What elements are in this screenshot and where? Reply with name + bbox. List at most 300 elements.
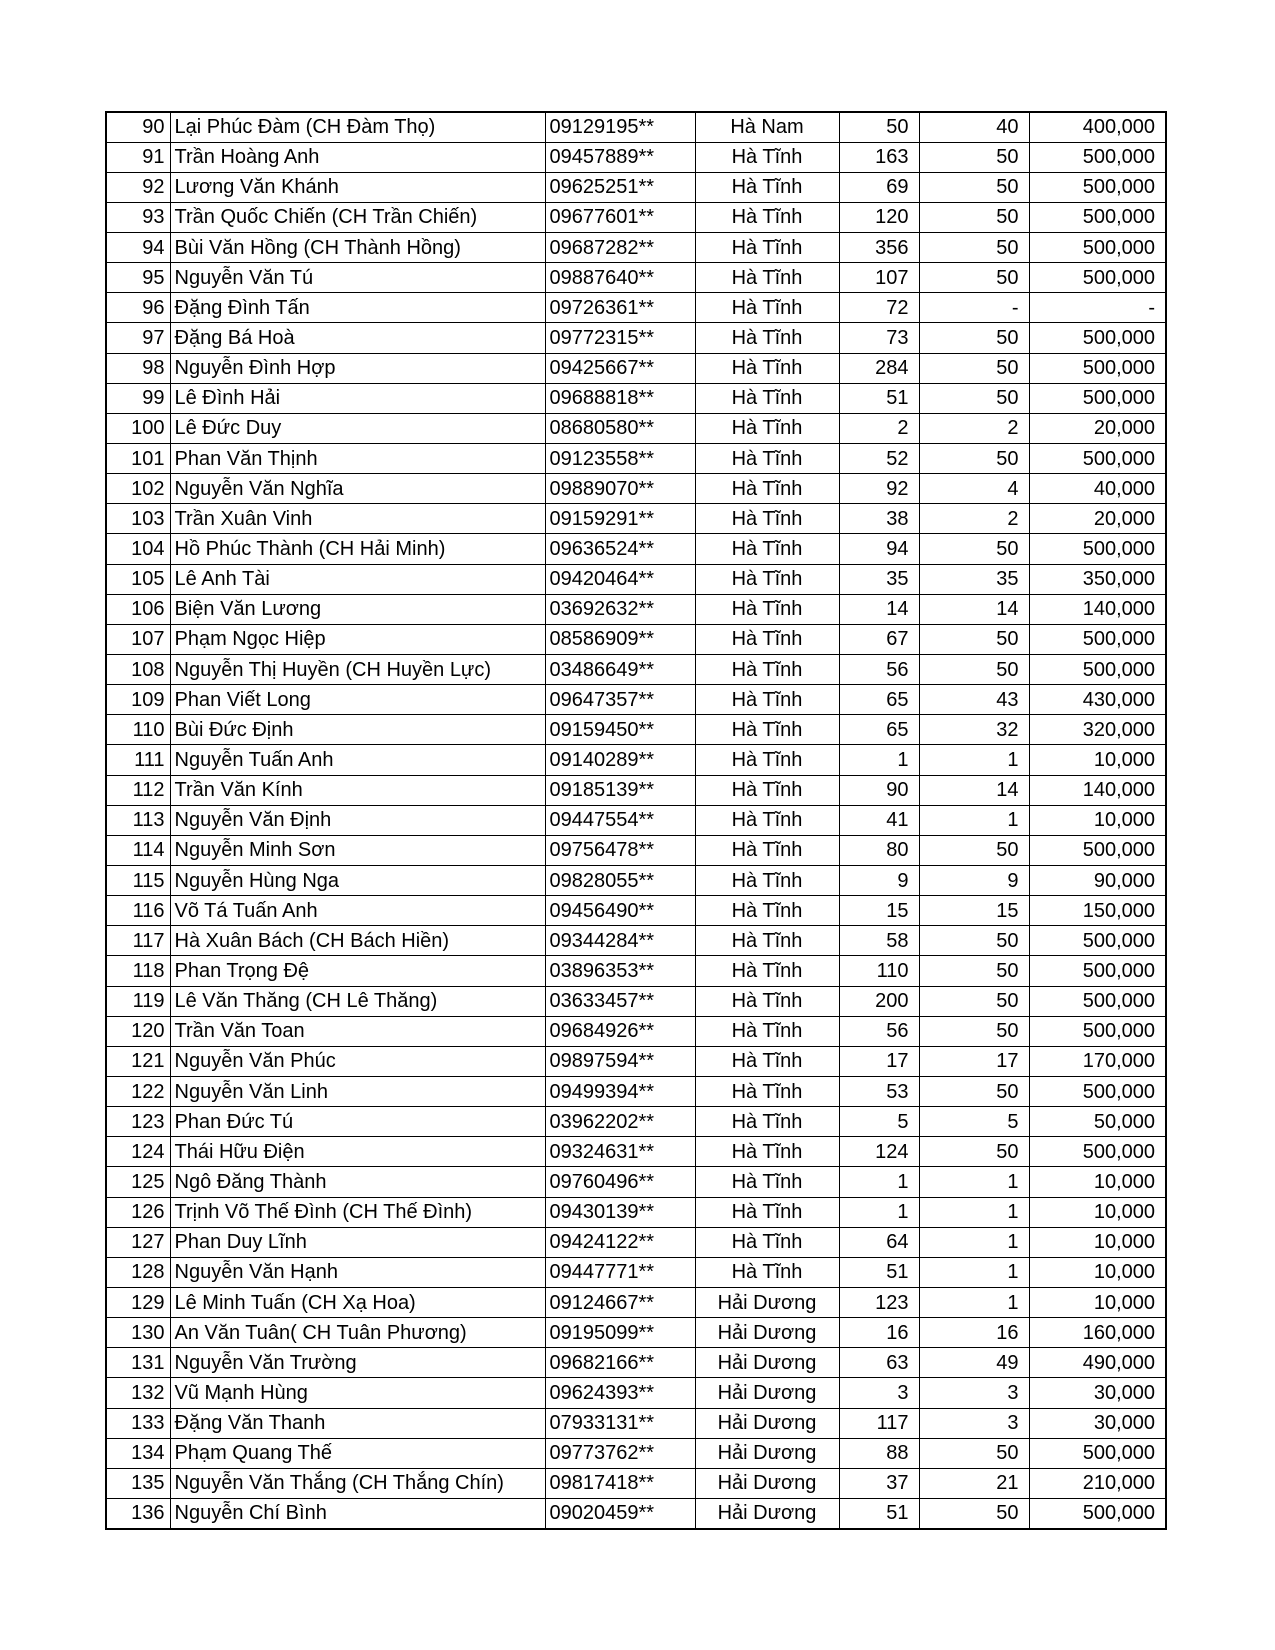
quantity-cell: 1 xyxy=(839,1167,919,1197)
quantity-cell: 200 xyxy=(839,986,919,1016)
province-cell: Hà Tĩnh xyxy=(695,1137,839,1167)
bonus-cell: 3 xyxy=(919,1408,1029,1438)
name-cell: Trần Văn Kính xyxy=(170,775,545,805)
province-cell: Hà Tĩnh xyxy=(695,655,839,685)
amount-cell: 20,000 xyxy=(1029,504,1166,534)
bonus-cell: 17 xyxy=(919,1046,1029,1076)
amount-cell: 500,000 xyxy=(1029,172,1166,202)
bonus-cell: 16 xyxy=(919,1318,1029,1348)
name-cell: Nguyễn Văn Phúc xyxy=(170,1046,545,1076)
province-cell: Hà Tĩnh xyxy=(695,835,839,865)
table-row xyxy=(106,444,1166,474)
table-row xyxy=(106,715,1166,745)
phone-cell: 07933131** xyxy=(545,1408,695,1438)
quantity-cell: 163 xyxy=(839,142,919,172)
province-cell: Hà Tĩnh xyxy=(695,564,839,594)
row-number-cell: 94 xyxy=(106,233,170,263)
name-cell: Phan Đức Tú xyxy=(170,1107,545,1137)
name-cell: Phan Viết Long xyxy=(170,685,545,715)
table-row xyxy=(106,263,1166,293)
province-cell: Hà Tĩnh xyxy=(695,1077,839,1107)
province-cell: Hà Tĩnh xyxy=(695,956,839,986)
phone-cell: 08680580** xyxy=(545,413,695,443)
amount-cell: 500,000 xyxy=(1029,986,1166,1016)
amount-cell: 10,000 xyxy=(1029,1197,1166,1227)
amount-cell: 500,000 xyxy=(1029,353,1166,383)
bonus-cell: 1 xyxy=(919,1257,1029,1287)
phone-cell: 09688818** xyxy=(545,383,695,413)
phone-cell: 09456490** xyxy=(545,896,695,926)
amount-cell: 500,000 xyxy=(1029,956,1166,986)
phone-cell: 03896353** xyxy=(545,956,695,986)
quantity-cell: 50 xyxy=(839,112,919,142)
table-row xyxy=(106,1137,1166,1167)
bonus-cell: 1 xyxy=(919,1287,1029,1317)
phone-cell: 09420464** xyxy=(545,564,695,594)
phone-cell: 09324631** xyxy=(545,1137,695,1167)
amount-cell: 500,000 xyxy=(1029,202,1166,232)
phone-cell: 09677601** xyxy=(545,202,695,232)
table-row xyxy=(106,1227,1166,1257)
row-number-cell: 92 xyxy=(106,172,170,202)
quantity-cell: 38 xyxy=(839,504,919,534)
phone-cell: 09887640** xyxy=(545,263,695,293)
bonus-cell: 50 xyxy=(919,1077,1029,1107)
bonus-cell: 32 xyxy=(919,715,1029,745)
quantity-cell: 88 xyxy=(839,1438,919,1468)
province-cell: Hà Tĩnh xyxy=(695,624,839,654)
province-cell: Hải Dương xyxy=(695,1408,839,1438)
quantity-cell: 16 xyxy=(839,1318,919,1348)
name-cell: Đặng Đình Tấn xyxy=(170,293,545,323)
province-cell: Hà Tĩnh xyxy=(695,986,839,1016)
table-row xyxy=(106,1016,1166,1046)
table-row xyxy=(106,534,1166,564)
row-number-cell: 122 xyxy=(106,1077,170,1107)
province-cell: Hà Tĩnh xyxy=(695,323,839,353)
quantity-cell: 14 xyxy=(839,594,919,624)
province-cell: Hải Dương xyxy=(695,1468,839,1498)
name-cell: Hà Xuân Bách (CH Bách Hiền) xyxy=(170,926,545,956)
bonus-cell: 50 xyxy=(919,986,1029,1016)
table-row xyxy=(106,564,1166,594)
name-cell: Nguyễn Văn Linh xyxy=(170,1077,545,1107)
row-number-cell: 124 xyxy=(106,1137,170,1167)
table-row xyxy=(106,293,1166,323)
row-number-cell: 118 xyxy=(106,956,170,986)
province-cell: Hà Tĩnh xyxy=(695,685,839,715)
amount-cell: 10,000 xyxy=(1029,1257,1166,1287)
phone-cell: 09447554** xyxy=(545,805,695,835)
quantity-cell: 58 xyxy=(839,926,919,956)
amount-cell: 500,000 xyxy=(1029,233,1166,263)
province-cell: Hà Tĩnh xyxy=(695,474,839,504)
quantity-cell: 356 xyxy=(839,233,919,263)
bonus-cell: 15 xyxy=(919,896,1029,926)
table-row xyxy=(106,1498,1166,1528)
table-row xyxy=(106,1107,1166,1137)
bonus-cell: 50 xyxy=(919,1016,1029,1046)
phone-cell: 09756478** xyxy=(545,835,695,865)
name-cell: Lê Văn Thăng (CH Lê Thăng) xyxy=(170,986,545,1016)
amount-cell: 500,000 xyxy=(1029,835,1166,865)
amount-cell: - xyxy=(1029,293,1166,323)
row-number-cell: 103 xyxy=(106,504,170,534)
quantity-cell: 65 xyxy=(839,715,919,745)
province-cell: Hà Tĩnh xyxy=(695,805,839,835)
row-number-cell: 96 xyxy=(106,293,170,323)
table-row xyxy=(106,655,1166,685)
phone-cell: 09687282** xyxy=(545,233,695,263)
row-number-cell: 128 xyxy=(106,1257,170,1287)
row-number-cell: 104 xyxy=(106,534,170,564)
table-row xyxy=(106,1438,1166,1468)
bonus-cell: 35 xyxy=(919,564,1029,594)
table-row xyxy=(106,1468,1166,1498)
table-row xyxy=(106,112,1166,142)
quantity-cell: 63 xyxy=(839,1348,919,1378)
phone-cell: 09726361** xyxy=(545,293,695,323)
amount-cell: 160,000 xyxy=(1029,1318,1166,1348)
row-number-cell: 126 xyxy=(106,1197,170,1227)
province-cell: Hà Tĩnh xyxy=(695,504,839,534)
bonus-cell: 21 xyxy=(919,1468,1029,1498)
table-row xyxy=(106,383,1166,413)
phone-cell: 09647357** xyxy=(545,685,695,715)
amount-cell: 500,000 xyxy=(1029,1016,1166,1046)
phone-cell: 09817418** xyxy=(545,1468,695,1498)
quantity-cell: 1 xyxy=(839,1197,919,1227)
name-cell: Nguyễn Văn Tú xyxy=(170,263,545,293)
name-cell: Nguyễn Văn Trường xyxy=(170,1348,545,1378)
table-row xyxy=(106,986,1166,1016)
province-cell: Hà Tĩnh xyxy=(695,1016,839,1046)
amount-cell: 140,000 xyxy=(1029,594,1166,624)
quantity-cell: 120 xyxy=(839,202,919,232)
name-cell: Ngô Đăng Thành xyxy=(170,1167,545,1197)
table-row xyxy=(106,835,1166,865)
phone-cell: 09499394** xyxy=(545,1077,695,1107)
phone-cell: 09828055** xyxy=(545,866,695,896)
bonus-cell: 49 xyxy=(919,1348,1029,1378)
province-cell: Hà Tĩnh xyxy=(695,233,839,263)
table-row xyxy=(106,323,1166,353)
bonus-cell: - xyxy=(919,293,1029,323)
row-number-cell: 100 xyxy=(106,413,170,443)
name-cell: Nguyễn Đình Hợp xyxy=(170,353,545,383)
table-row xyxy=(106,775,1166,805)
bonus-cell: 1 xyxy=(919,1197,1029,1227)
table-row xyxy=(106,474,1166,504)
name-cell: Võ Tá Tuấn Anh xyxy=(170,896,545,926)
phone-cell: 09185139** xyxy=(545,775,695,805)
table-row xyxy=(106,1348,1166,1378)
bonus-cell: 14 xyxy=(919,775,1029,805)
quantity-cell: 92 xyxy=(839,474,919,504)
province-cell: Hà Tĩnh xyxy=(695,1227,839,1257)
quantity-cell: 35 xyxy=(839,564,919,594)
row-number-cell: 133 xyxy=(106,1408,170,1438)
amount-cell: 400,000 xyxy=(1029,112,1166,142)
row-number-cell: 129 xyxy=(106,1287,170,1317)
quantity-cell: 1 xyxy=(839,745,919,775)
phone-cell: 03692632** xyxy=(545,594,695,624)
bonus-cell: 2 xyxy=(919,413,1029,443)
amount-cell: 500,000 xyxy=(1029,444,1166,474)
amount-cell: 50,000 xyxy=(1029,1107,1166,1137)
bonus-cell: 50 xyxy=(919,624,1029,654)
phone-cell: 09447771** xyxy=(545,1257,695,1287)
row-number-cell: 97 xyxy=(106,323,170,353)
quantity-cell: 80 xyxy=(839,835,919,865)
amount-cell: 170,000 xyxy=(1029,1046,1166,1076)
name-cell: Vũ Mạnh Hùng xyxy=(170,1378,545,1408)
province-cell: Hà Tĩnh xyxy=(695,353,839,383)
name-cell: Trịnh Võ Thế Đình (CH Thế Đình) xyxy=(170,1197,545,1227)
phone-cell: 09140289** xyxy=(545,745,695,775)
name-cell: Trần Quốc Chiến (CH Trần Chiến) xyxy=(170,202,545,232)
amount-cell: 350,000 xyxy=(1029,564,1166,594)
quantity-cell: 65 xyxy=(839,685,919,715)
bonus-cell: 50 xyxy=(919,655,1029,685)
amount-cell: 500,000 xyxy=(1029,142,1166,172)
phone-cell: 09159291** xyxy=(545,504,695,534)
amount-cell: 500,000 xyxy=(1029,926,1166,956)
amount-cell: 30,000 xyxy=(1029,1408,1166,1438)
row-number-cell: 106 xyxy=(106,594,170,624)
name-cell: Nguyễn Văn Hạnh xyxy=(170,1257,545,1287)
name-cell: Lê Anh Tài xyxy=(170,564,545,594)
phone-cell: 09344284** xyxy=(545,926,695,956)
name-cell: An Văn Tuân( CH Tuân Phương) xyxy=(170,1318,545,1348)
phone-cell: 03486649** xyxy=(545,655,695,685)
bonus-cell: 50 xyxy=(919,835,1029,865)
name-cell: Nguyễn Văn Định xyxy=(170,805,545,835)
table-row xyxy=(106,1197,1166,1227)
row-number-cell: 101 xyxy=(106,444,170,474)
amount-cell: 500,000 xyxy=(1029,1498,1166,1528)
quantity-cell: 51 xyxy=(839,1257,919,1287)
row-number-cell: 113 xyxy=(106,805,170,835)
quantity-cell: 110 xyxy=(839,956,919,986)
row-number-cell: 95 xyxy=(106,263,170,293)
province-cell: Hà Nam xyxy=(695,112,839,142)
row-number-cell: 136 xyxy=(106,1498,170,1528)
province-cell: Hải Dương xyxy=(695,1498,839,1528)
province-cell: Hà Tĩnh xyxy=(695,1257,839,1287)
amount-cell: 40,000 xyxy=(1029,474,1166,504)
quantity-cell: 51 xyxy=(839,1498,919,1528)
phone-cell: 09430139** xyxy=(545,1197,695,1227)
phone-cell: 09129195** xyxy=(545,112,695,142)
name-cell: Đặng Văn Thanh xyxy=(170,1408,545,1438)
amount-cell: 30,000 xyxy=(1029,1378,1166,1408)
table-row xyxy=(106,805,1166,835)
amount-cell: 500,000 xyxy=(1029,655,1166,685)
row-number-cell: 135 xyxy=(106,1468,170,1498)
phone-cell: 09159450** xyxy=(545,715,695,745)
province-cell: Hà Tĩnh xyxy=(695,1197,839,1227)
name-cell: Bùi Đức Định xyxy=(170,715,545,745)
province-cell: Hà Tĩnh xyxy=(695,775,839,805)
name-cell: Nguyễn Minh Sơn xyxy=(170,835,545,865)
quantity-cell: 117 xyxy=(839,1408,919,1438)
bonus-cell: 1 xyxy=(919,745,1029,775)
phone-cell: 09684926** xyxy=(545,1016,695,1046)
amount-cell: 500,000 xyxy=(1029,624,1166,654)
phone-cell: 09889070** xyxy=(545,474,695,504)
quantity-cell: 3 xyxy=(839,1378,919,1408)
province-cell: Hà Tĩnh xyxy=(695,172,839,202)
quantity-cell: 56 xyxy=(839,1016,919,1046)
quantity-cell: 2 xyxy=(839,413,919,443)
row-number-cell: 127 xyxy=(106,1227,170,1257)
bonus-cell: 50 xyxy=(919,202,1029,232)
bonus-cell: 50 xyxy=(919,534,1029,564)
table-row xyxy=(106,745,1166,775)
amount-cell: 320,000 xyxy=(1029,715,1166,745)
quantity-cell: 124 xyxy=(839,1137,919,1167)
province-cell: Hà Tĩnh xyxy=(695,142,839,172)
province-cell: Hà Tĩnh xyxy=(695,896,839,926)
row-number-cell: 123 xyxy=(106,1107,170,1137)
table-row xyxy=(106,1378,1166,1408)
row-number-cell: 110 xyxy=(106,715,170,745)
bonus-cell: 50 xyxy=(919,263,1029,293)
amount-cell: 500,000 xyxy=(1029,263,1166,293)
name-cell: Nguyễn Văn Nghĩa xyxy=(170,474,545,504)
name-cell: Nguyễn Hùng Nga xyxy=(170,866,545,896)
table-row xyxy=(106,1257,1166,1287)
province-cell: Hà Tĩnh xyxy=(695,534,839,564)
amount-cell: 10,000 xyxy=(1029,1287,1166,1317)
row-number-cell: 93 xyxy=(106,202,170,232)
bonus-cell: 50 xyxy=(919,383,1029,413)
table-row xyxy=(106,142,1166,172)
row-number-cell: 105 xyxy=(106,564,170,594)
row-number-cell: 112 xyxy=(106,775,170,805)
quantity-cell: 9 xyxy=(839,866,919,896)
name-cell: Lại Phúc Đàm (CH Đàm Thọ) xyxy=(170,112,545,142)
row-number-cell: 115 xyxy=(106,866,170,896)
quantity-cell: 37 xyxy=(839,1468,919,1498)
name-cell: Thái Hữu Điện xyxy=(170,1137,545,1167)
row-number-cell: 114 xyxy=(106,835,170,865)
name-cell: Trần Xuân Vinh xyxy=(170,504,545,534)
row-number-cell: 125 xyxy=(106,1167,170,1197)
province-cell: Hà Tĩnh xyxy=(695,263,839,293)
table-row xyxy=(106,1287,1166,1317)
name-cell: Lê Đình Hải xyxy=(170,383,545,413)
name-cell: Hồ Phúc Thành (CH Hải Minh) xyxy=(170,534,545,564)
amount-cell: 140,000 xyxy=(1029,775,1166,805)
bonus-cell: 14 xyxy=(919,594,1029,624)
phone-cell: 09760496** xyxy=(545,1167,695,1197)
bonus-cell: 2 xyxy=(919,504,1029,534)
phone-cell: 09624393** xyxy=(545,1378,695,1408)
province-cell: Hà Tĩnh xyxy=(695,1107,839,1137)
name-cell: Lê Minh Tuấn (CH Xạ Hoa) xyxy=(170,1287,545,1317)
name-cell: Đặng Bá Hoà xyxy=(170,323,545,353)
row-number-cell: 132 xyxy=(106,1378,170,1408)
bonus-cell: 43 xyxy=(919,685,1029,715)
table-row xyxy=(106,1167,1166,1197)
phone-cell: 09773762** xyxy=(545,1438,695,1468)
phone-cell: 09425667** xyxy=(545,353,695,383)
quantity-cell: 41 xyxy=(839,805,919,835)
table-row xyxy=(106,413,1166,443)
bonus-cell: 50 xyxy=(919,323,1029,353)
name-cell: Phan Trọng Đệ xyxy=(170,956,545,986)
name-cell: Nguyễn Chí Bình xyxy=(170,1498,545,1528)
phone-cell: 09457889** xyxy=(545,142,695,172)
quantity-cell: 52 xyxy=(839,444,919,474)
name-cell: Lương Văn Khánh xyxy=(170,172,545,202)
name-cell: Phan Văn Thịnh xyxy=(170,444,545,474)
phone-cell: 09123558** xyxy=(545,444,695,474)
province-cell: Hà Tĩnh xyxy=(695,594,839,624)
province-cell: Hà Tĩnh xyxy=(695,293,839,323)
row-number-cell: 108 xyxy=(106,655,170,685)
phone-cell: 08586909** xyxy=(545,624,695,654)
amount-cell: 500,000 xyxy=(1029,323,1166,353)
province-cell: Hà Tĩnh xyxy=(695,383,839,413)
quantity-cell: 123 xyxy=(839,1287,919,1317)
table-row xyxy=(106,926,1166,956)
bonus-cell: 5 xyxy=(919,1107,1029,1137)
bonus-cell: 50 xyxy=(919,444,1029,474)
bonus-cell: 4 xyxy=(919,474,1029,504)
name-cell: Phạm Ngọc Hiệp xyxy=(170,624,545,654)
bonus-cell: 50 xyxy=(919,956,1029,986)
table-row xyxy=(106,1408,1166,1438)
amount-cell: 500,000 xyxy=(1029,534,1166,564)
phone-cell: 09897594** xyxy=(545,1046,695,1076)
quantity-cell: 64 xyxy=(839,1227,919,1257)
quantity-cell: 90 xyxy=(839,775,919,805)
amount-cell: 210,000 xyxy=(1029,1468,1166,1498)
phone-cell: 03633457** xyxy=(545,986,695,1016)
bonus-cell: 50 xyxy=(919,926,1029,956)
province-cell: Hà Tĩnh xyxy=(695,866,839,896)
amount-cell: 500,000 xyxy=(1029,1077,1166,1107)
table-row xyxy=(106,956,1166,986)
bonus-cell: 50 xyxy=(919,142,1029,172)
amount-cell: 20,000 xyxy=(1029,413,1166,443)
bonus-cell: 1 xyxy=(919,805,1029,835)
name-cell: Trần Hoàng Anh xyxy=(170,142,545,172)
province-cell: Hà Tĩnh xyxy=(695,1167,839,1197)
table-row xyxy=(106,233,1166,263)
row-number-cell: 102 xyxy=(106,474,170,504)
phone-cell: 09195099** xyxy=(545,1318,695,1348)
quantity-cell: 56 xyxy=(839,655,919,685)
row-number-cell: 131 xyxy=(106,1348,170,1378)
row-number-cell: 116 xyxy=(106,896,170,926)
data-table-container xyxy=(105,111,1165,1530)
name-cell: Phạm Quang Thế xyxy=(170,1438,545,1468)
quantity-cell: 107 xyxy=(839,263,919,293)
row-number-cell: 121 xyxy=(106,1046,170,1076)
row-number-cell: 120 xyxy=(106,1016,170,1046)
name-cell: Phan Duy Lĩnh xyxy=(170,1227,545,1257)
quantity-cell: 17 xyxy=(839,1046,919,1076)
phone-cell: 09020459** xyxy=(545,1498,695,1528)
row-number-cell: 99 xyxy=(106,383,170,413)
table-row xyxy=(106,624,1166,654)
bonus-cell: 50 xyxy=(919,353,1029,383)
bonus-cell: 3 xyxy=(919,1378,1029,1408)
